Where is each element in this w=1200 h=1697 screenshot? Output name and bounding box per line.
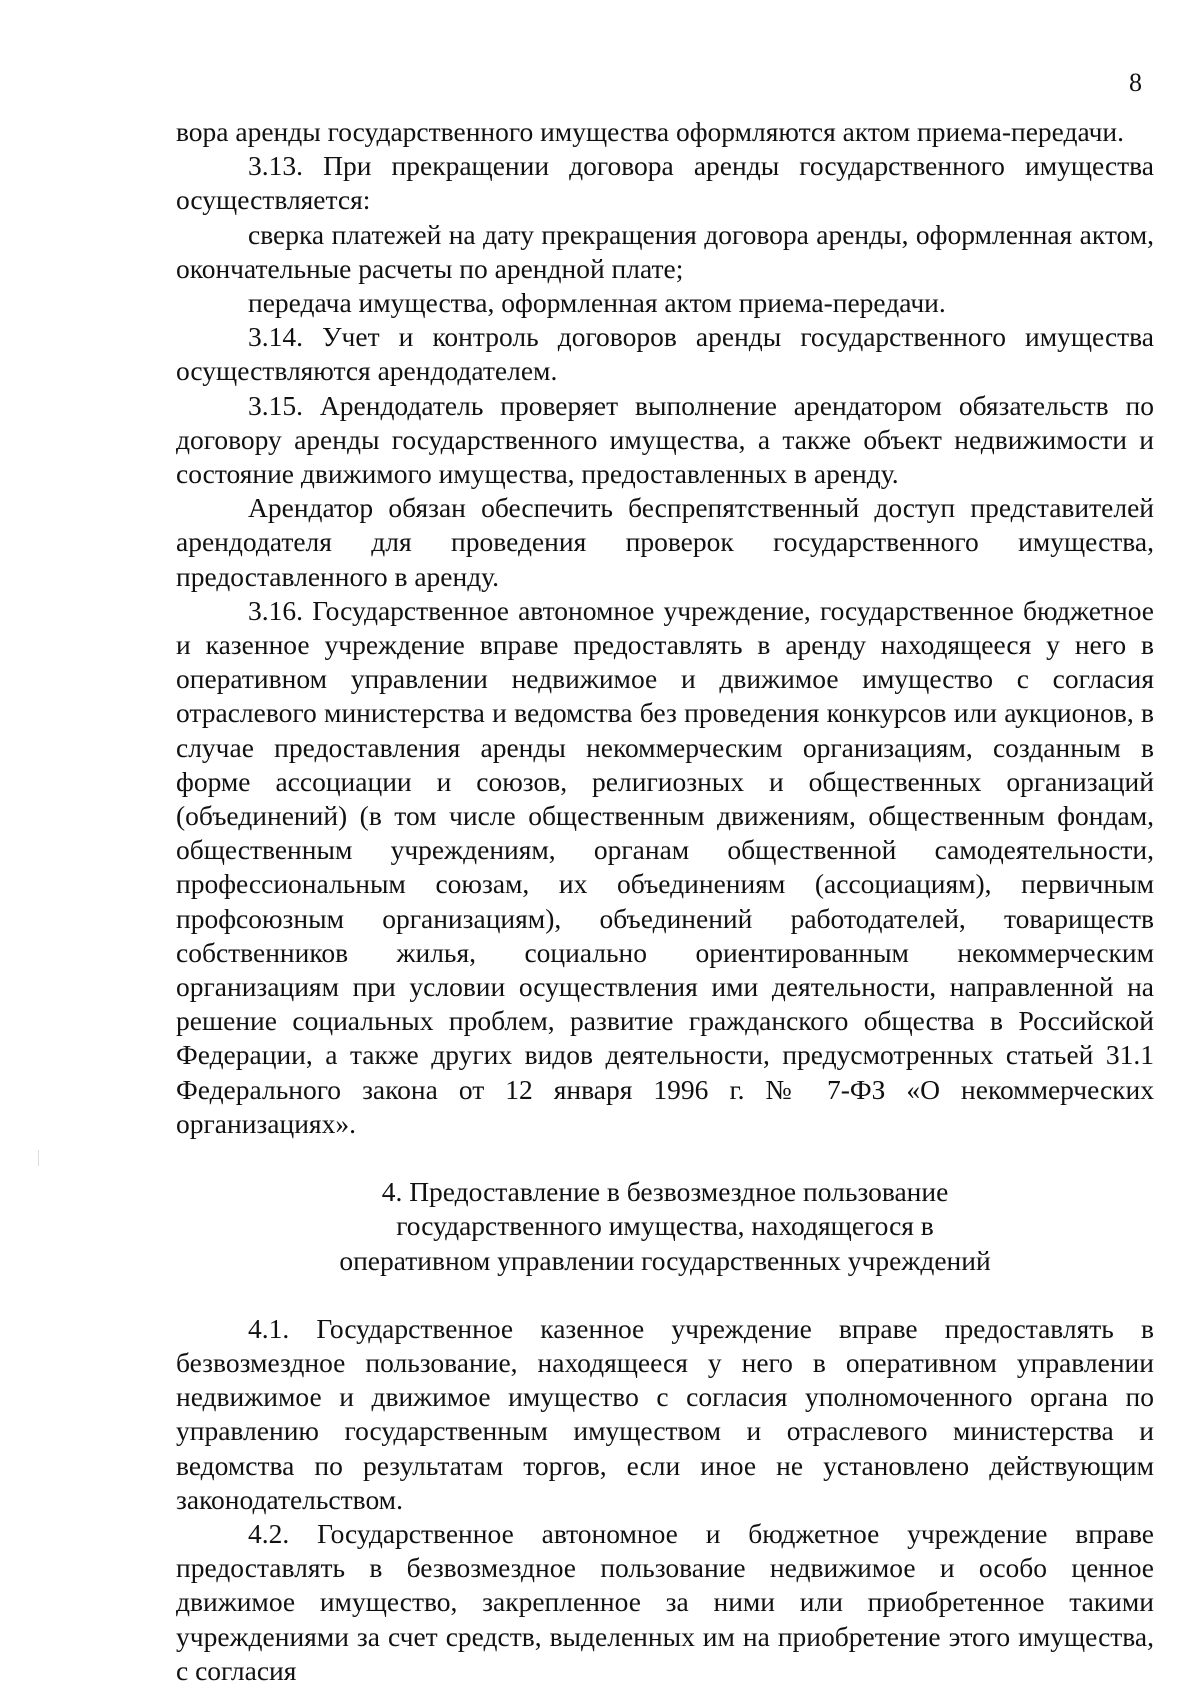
paragraph-4-1: 4.1. Государственное казенное учреждение вправе предоставлять в безвозмездное пользование, находящееся у него в оперативном управлении недвижимое и движимое имущество с согласия уполномоченного органа по управлению государственным имуществом и отраслевого министерства и ведомства по результатам торгов, если иное не установлено действующим законодательством. (176, 1312, 1154, 1515)
paragraph-3-13-item-2: передача имущества, оформленная актом приема-передачи. (248, 287, 946, 319)
section-4-heading (176, 1175, 1154, 1278)
document-body (176, 115, 1154, 1688)
paragraph-continuation: вора аренды государственного имущества оформляются актом приема-передачи. (176, 116, 1125, 147)
paragraph-3-14: 3.14. Учет и контроль договоров аренды государственного имущества осуществляются арендодателем. (176, 321, 1154, 387)
paragraph-4-2: 4.2. Государственное автономное и бюджетное учреждение вправе предоставлять в безвозмездное пользование недвижимое и особо ценное движимое имущество, закрепленное за ними или приобретенное такими учреждениями за счет средств, выделенных им на приобретение этого имущества, с согласия (176, 1517, 1154, 1686)
paragraph-3-15-tenant-access: Арендатор обязан обеспечить беспрепятственный доступ представителей арендодателя для проведения проверок государственного имущества, предоставленного в аренду. (176, 492, 1154, 592)
scan-margin-mark (38, 1150, 39, 1166)
section-heading-line-3: оперативном управлении государственных учреждений (339, 1244, 991, 1276)
page-number: 8 (1129, 68, 1142, 97)
paragraph-3-13-item-1: сверка платежей на дату прекращения договора аренды, оформленная актом, окончательные расчеты по арендной плате; (176, 218, 1154, 284)
paragraph-3-16: 3.16. Государственное автономное учреждение, государственное бюджетное и казенное учреждение вправе предоставлять в аренду находящееся у него в оперативном управлении недвижимое и движимое имущество с согласия отраслевого министерства и ведомства без проведения конкурсов или аукционов, в случае предоставления аренды некоммерческим организациям, созданным в форме ассоциации и союзов, религиозных и общественных организаций (объединений) (в том числе общественным движениям, общественным фондам, общественным учреждениям, органам общественной самодеятельности, профессиональным союзам, их объединениям (ассоциациям), первичным профсоюзным организациям), объединений работодателей, товариществ собственников жилья, социально ориентированным некоммерческим организациям при условии осуществления ими деятельности, направленной на решение социальных проблем, развитие гражданского общества в Российской Федерации, а также других видов деятельности, предусмотренных статьей 31.1 Федерального закона от 12 января 1996 г. № 7-ФЗ «О некоммерческих организациях». (176, 594, 1154, 1139)
paragraph-3-15: 3.15. Арендодатель проверяет выполнение арендатором обязательств по договору аренды государственного имущества, а также объект недвижимости и состояние движимого имущества, предоставленных в аренду. (176, 389, 1154, 490)
section-heading-line-1: 4. Предоставление в безвозмездное пользование (381, 1176, 949, 1208)
paragraph-3-13: 3.13. При прекращении договора аренды государственного имущества осуществляется: (176, 150, 1154, 216)
section-heading-line-2: государственного имущества, находящегося в (396, 1210, 934, 1242)
